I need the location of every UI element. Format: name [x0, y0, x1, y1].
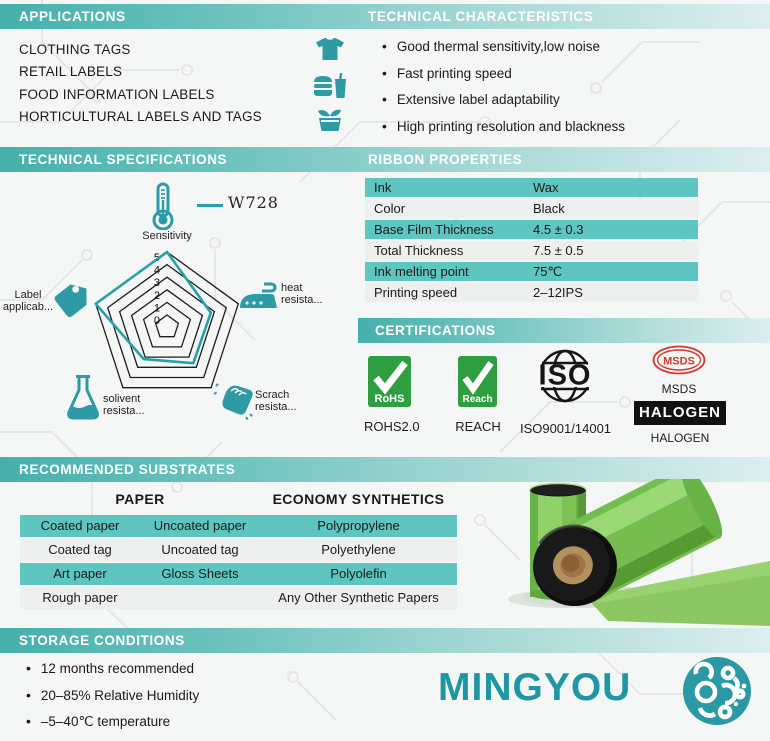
group-header-paper: PAPER	[115, 491, 165, 507]
property-value: 7.5 ± 0.5	[533, 243, 584, 258]
substrate-cell: Rough paper	[42, 590, 118, 605]
table-row	[365, 241, 698, 260]
substrate-cell: Polyethylene	[321, 542, 396, 557]
reach-badge-text: Reach	[462, 394, 493, 405]
brand-logo	[682, 656, 752, 726]
svg-text:2: 2	[153, 289, 160, 302]
table-row	[365, 178, 698, 197]
storage-list	[26, 660, 199, 741]
substrate-cell: Uncoated tag	[161, 542, 239, 557]
plant-pot-icon	[317, 106, 343, 132]
brand-name: MINGYOU	[438, 666, 632, 709]
property-value: 4.5 ± 0.3	[533, 222, 584, 237]
axis-label-heat: heat resista...	[281, 282, 323, 306]
substrate-cell: Art paper	[53, 566, 107, 581]
iso-logo	[527, 348, 603, 410]
check-icon	[458, 356, 497, 396]
reach-label: REACH	[455, 419, 501, 434]
table-row	[365, 220, 698, 239]
ribbon-properties-title: RIBBON PROPERTIES	[368, 152, 523, 167]
svg-text:4: 4	[153, 264, 160, 277]
property-value: Black	[533, 201, 565, 216]
rohs-label: ROHS2.0	[364, 419, 420, 434]
legend-series-name: W728	[228, 193, 279, 212]
substrate-cell: Gloss Sheets	[161, 566, 239, 581]
ribbon-product-photo	[458, 479, 770, 626]
property-value: 75℃	[533, 264, 563, 279]
svg-text:5: 5	[153, 252, 160, 264]
characteristics-list	[382, 38, 625, 144]
table-row	[20, 539, 457, 561]
halogen-box: HALOGEN	[634, 401, 726, 425]
table-row	[20, 515, 457, 537]
application-item: RETAIL LABELS	[19, 64, 123, 80]
iso-label: ISO9001/14001	[519, 421, 612, 436]
rohs-badge	[368, 356, 411, 407]
axis-label-applicability: Label applicab...	[2, 289, 54, 313]
tshirt-icon	[315, 37, 345, 61]
check-icon	[368, 356, 411, 396]
table-row	[365, 199, 698, 218]
property-label: Base Film Thickness	[374, 222, 494, 237]
property-value: 2–12IPS	[533, 285, 583, 300]
flask-icon	[66, 374, 100, 420]
table-row	[20, 563, 457, 585]
substrates-group-headers	[20, 491, 457, 507]
storage-item: • 20–85% Relative Humidity	[26, 687, 199, 703]
table-row	[365, 283, 698, 302]
axis-label-sensitivity: Sensitivity	[142, 230, 192, 242]
axis-label-solvent: solivent resista...	[103, 393, 145, 417]
svg-text:MSDS: MSDS	[663, 355, 695, 368]
substrate-cell: Polyolefin	[330, 566, 387, 581]
axis-label-scratch: Scrach resista...	[255, 389, 297, 413]
svg-text:3: 3	[153, 277, 160, 290]
characteristic-item: • High printing resolution and blackness	[382, 118, 625, 134]
substrates-title: RECOMMENDED SUBSTRATES	[19, 462, 236, 477]
price-tag-icon	[50, 278, 96, 320]
header-bar-row2	[0, 147, 770, 172]
table-row	[20, 587, 457, 609]
substrates-table	[20, 515, 457, 611]
wipe-hand-icon	[212, 378, 256, 420]
header-bar-storage	[0, 628, 770, 653]
property-value: Wax	[533, 180, 559, 195]
substrate-cell: Coated paper	[40, 518, 120, 533]
substrate-cell	[140, 587, 260, 609]
ribbon-properties-table	[365, 178, 698, 304]
substrate-cell: Any Other Synthetic Papers	[278, 590, 439, 605]
header-bar-certifications	[358, 318, 770, 343]
legend-line	[197, 204, 223, 207]
application-item: FOOD INFORMATION LABELS	[19, 86, 215, 102]
characteristics-title: TECHNICAL CHARACTERISTICS	[368, 9, 594, 24]
applications-title: APPLICATIONS	[19, 9, 126, 24]
msds-stamp	[652, 345, 706, 375]
substrate-cell: Uncoated paper	[153, 518, 247, 533]
property-label: Total Thickness	[374, 243, 464, 258]
msds-label: MSDS	[661, 382, 697, 396]
group-header-synthetics: ECONOMY SYNTHETICS	[272, 491, 445, 507]
applications-list	[19, 39, 262, 129]
storage-item: • 12 months recommended	[26, 660, 199, 676]
svg-text:1: 1	[153, 302, 160, 315]
substrate-cell: Coated tag	[48, 542, 112, 557]
property-label: Ink melting point	[374, 264, 469, 279]
application-item: CLOTHING TAGS	[19, 42, 131, 57]
svg-text:ISO: ISO	[538, 359, 592, 392]
characteristic-item: • Fast printing speed	[382, 65, 625, 81]
specifications-title: TECHNICAL SPECIFICATIONS	[19, 152, 228, 167]
storage-title: STORAGE CONDITIONS	[19, 633, 185, 648]
table-row	[365, 262, 698, 281]
substrate-cell: Polypropylene	[317, 518, 400, 533]
reach-badge	[458, 356, 497, 407]
thermometer-icon	[151, 182, 175, 230]
application-item: HORTICULTURAL LABELS AND TAGS	[19, 109, 262, 125]
property-label: Color	[374, 201, 406, 216]
food-drink-icon	[313, 73, 347, 99]
characteristic-item: • Extensive label adaptability	[382, 91, 625, 107]
characteristic-item: • Good thermal sensitivity,low noise	[382, 38, 625, 54]
storage-item: • –5–40℃ temperature	[26, 713, 199, 730]
iron-icon	[238, 281, 278, 313]
property-label: Printing speed	[374, 285, 458, 300]
svg-text:0: 0	[153, 315, 160, 327]
halogen-label: HALOGEN	[650, 431, 710, 445]
rohs-badge-text: RoHS	[374, 393, 405, 405]
property-label: Ink	[374, 180, 392, 195]
header-bar-row1	[0, 4, 770, 29]
certifications-title: CERTIFICATIONS	[375, 323, 496, 338]
